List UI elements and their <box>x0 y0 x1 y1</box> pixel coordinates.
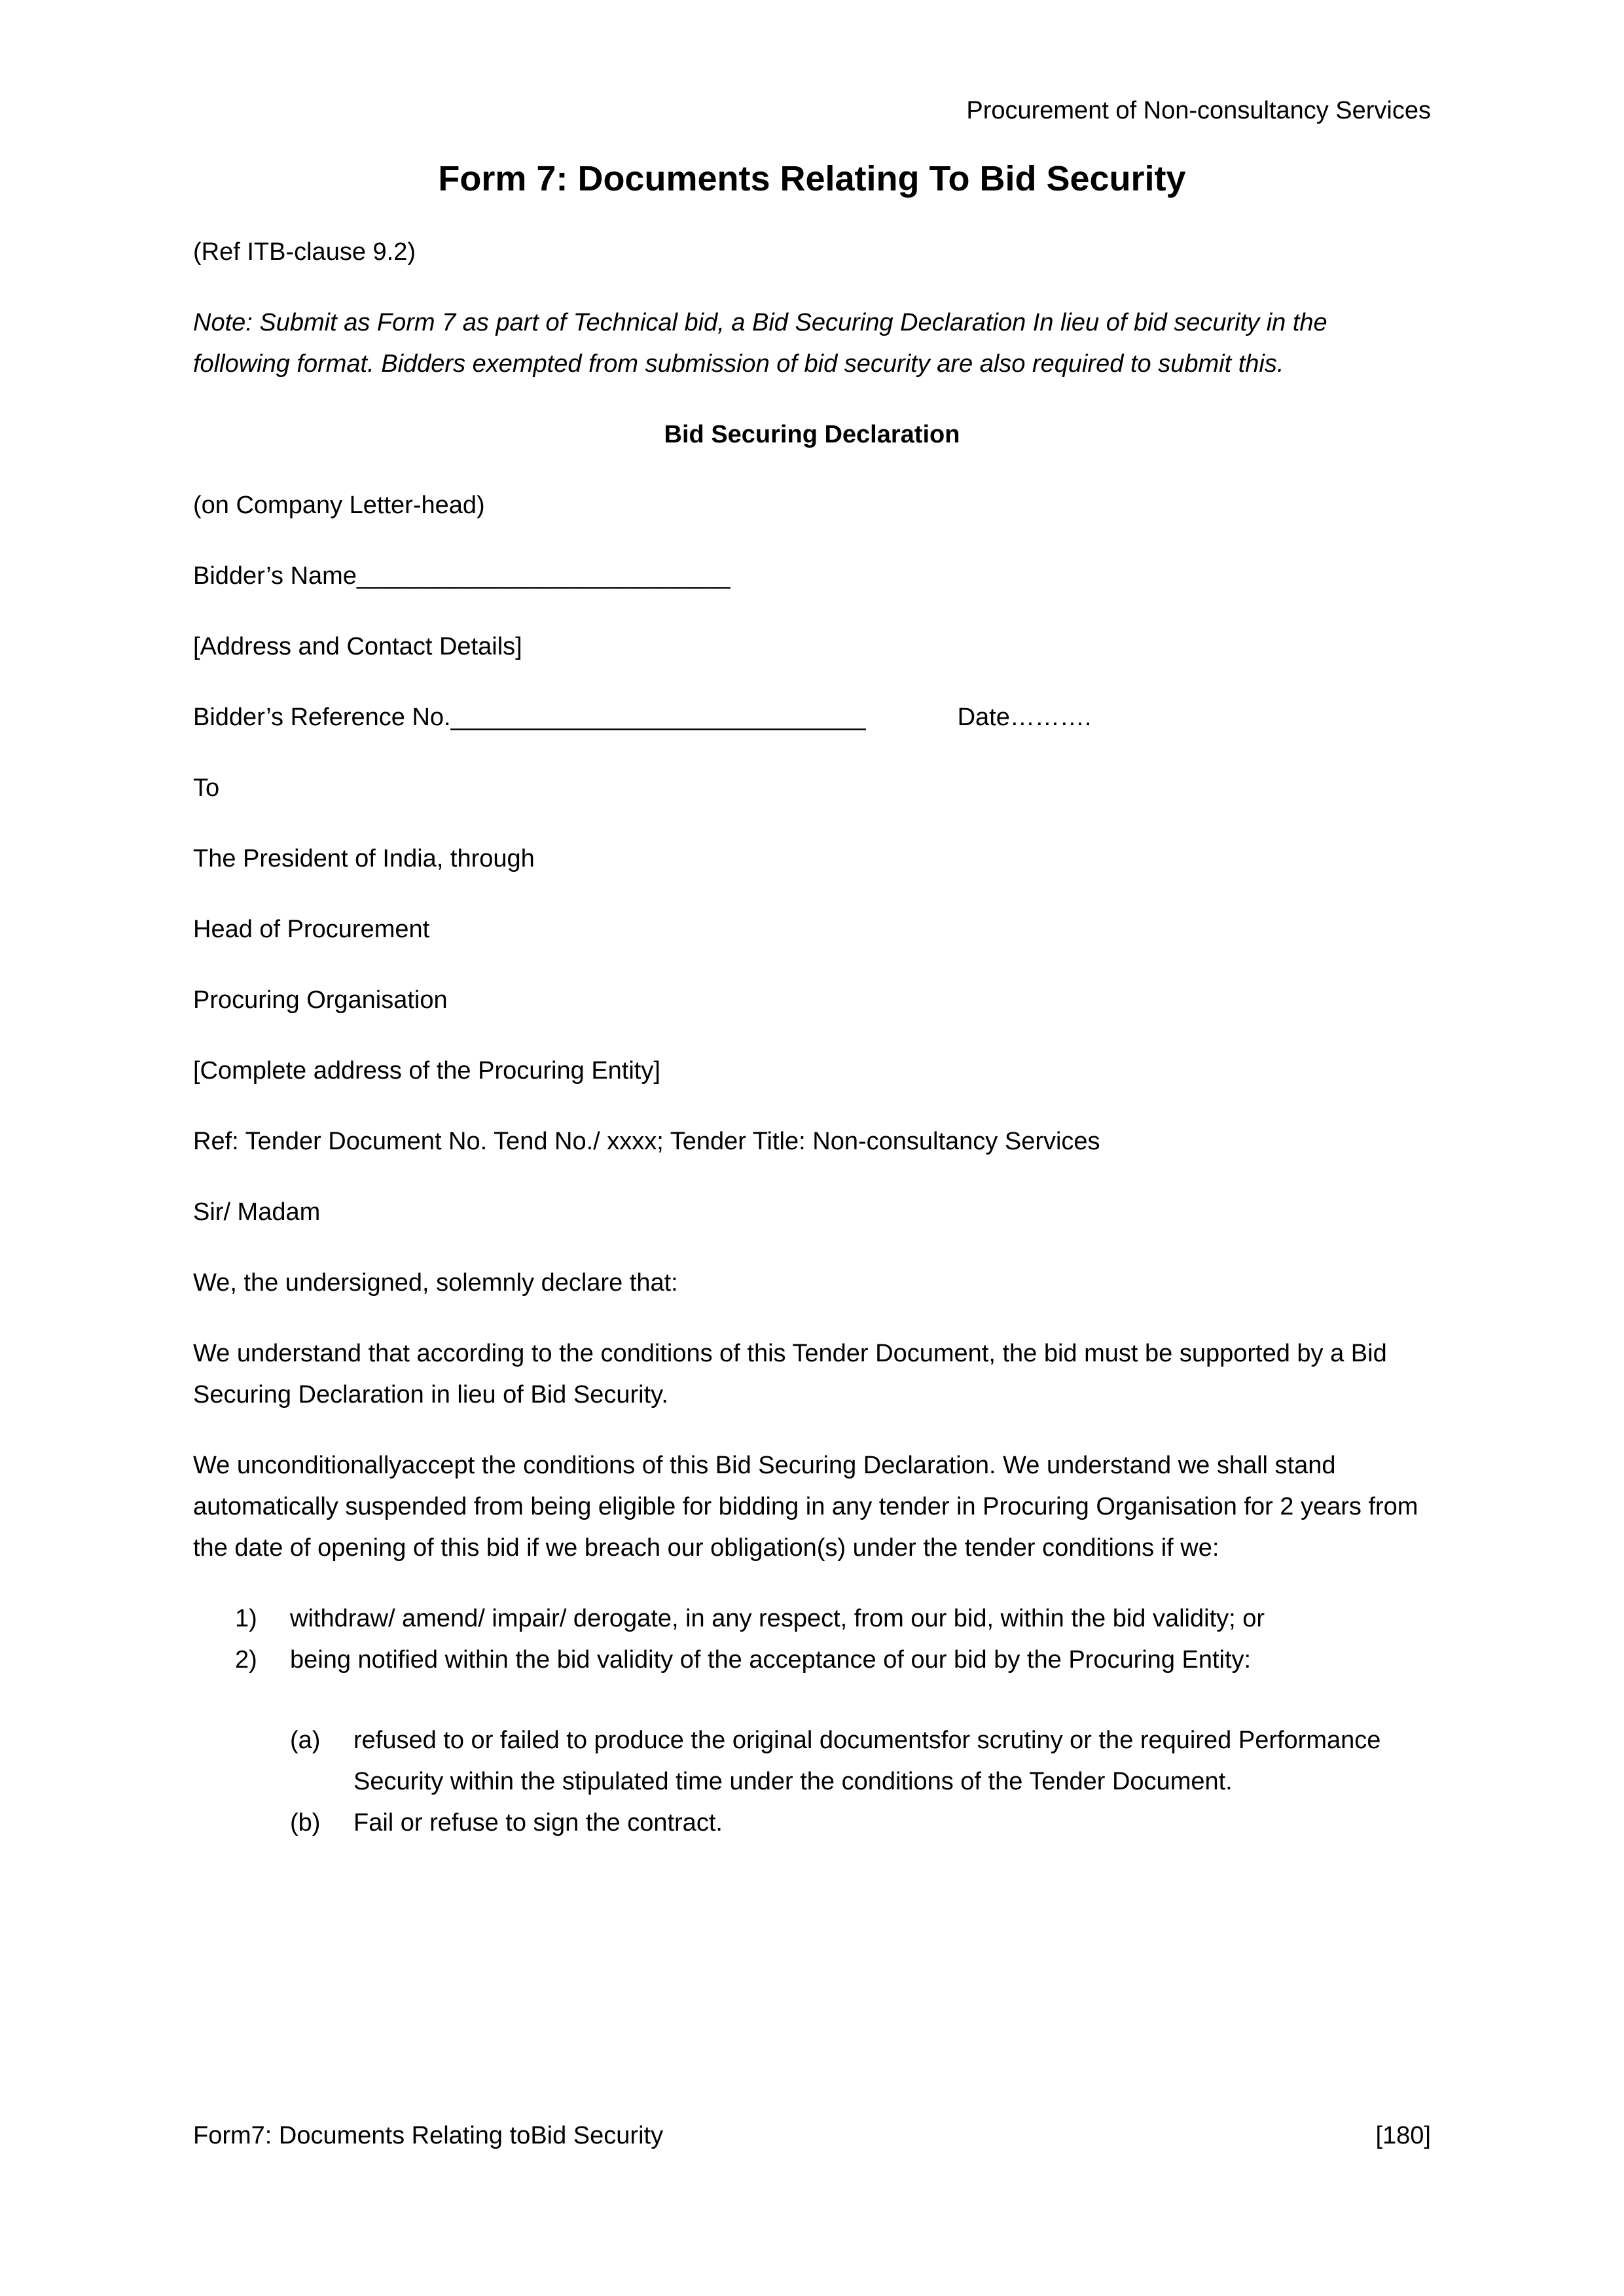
sub-item-b-text: Fail or refuse to sign the contract. <box>353 1809 723 1837</box>
reference-line <box>193 697 1431 738</box>
declaration-intro: We, the undersigned, solemnly declare that: <box>193 1269 678 1297</box>
numbered-list <box>193 1598 1431 1681</box>
sub-item-a-text: refused to or failed to produce the original documentsfor scrutiny or the required Performance Security within the stipulated time under the conditions of the Tender Document. <box>353 1727 1381 1795</box>
letterhead-note: (on Company Letter-head) <box>193 492 485 519</box>
note-paragraph: Note: Submit as Form 7 as part of Technical bid, a Bid Securing Declaration In lieu of bid security in the following format. Bidders exempted from submission of bid security are also required to submit this. <box>193 309 1327 378</box>
sub-item-b <box>193 1803 1431 1844</box>
lettered-sublist <box>193 1720 1431 1844</box>
addressee-line-3: Procuring Organisation <box>193 986 448 1014</box>
section-title: Bid Securing Declaration <box>664 421 960 448</box>
footer-left: Form7: Documents Relating toBid Security <box>193 2122 664 2149</box>
addressee-line-2: Head of Procurement <box>193 916 430 943</box>
paragraph-understand: We understand that according to the conditions of this Tender Document, the bid must be supported by a Bid Securing Declaration in lieu of Bid Security. <box>193 1340 1387 1408</box>
address-placeholder: [Address and Contact Details] <box>193 633 522 660</box>
list-item-2-text: being notified within the bid validity of the acceptance of our bid by the Procuring Entity: <box>290 1646 1252 1674</box>
page-title: Form 7: Documents Relating To Bid Security <box>438 159 1186 198</box>
sub-item-a-marker: (a) <box>290 1727 321 1754</box>
bidder-name-blank: ___________________________ <box>356 562 731 590</box>
tender-ref-line: Ref: Tender Document No. Tend No./ xxxx; Tender Title: Non-consultancy Services <box>193 1128 1100 1155</box>
bidder-name-label: Bidder’s Name <box>193 562 357 590</box>
list-item-1 <box>193 1598 1431 1640</box>
reference-blank: ______________________________ <box>450 704 866 731</box>
list-item-2-marker: 2) <box>235 1646 257 1674</box>
list-item-1-marker: 1) <box>235 1605 257 1632</box>
addressee-line-4: [Complete address of the Procuring Entity] <box>193 1057 660 1085</box>
page-header: Procurement of Non-consultancy Services <box>966 97 1431 124</box>
date-label: Date………. <box>957 704 1092 731</box>
to-label: To <box>193 774 220 802</box>
ref-clause: (Ref ITB-clause 9.2) <box>193 238 416 266</box>
footer-page-number: [180] <box>1375 2122 1431 2149</box>
reference-label: Bidder’s Reference No. <box>193 704 451 731</box>
list-item-2 <box>193 1640 1431 1681</box>
sub-item-a <box>193 1720 1431 1803</box>
bidder-name-line <box>193 556 1431 597</box>
addressee-line-1: The President of India, through <box>193 845 535 872</box>
page-footer <box>193 2121 1431 2151</box>
list-item-1-text: withdraw/ amend/ impair/ derogate, in any respect, from our bid, within the bid validity; or <box>290 1605 1265 1632</box>
salutation: Sir/ Madam <box>193 1198 321 1226</box>
paragraph-accept: We unconditionallyaccept the conditions of this Bid Securing Declaration. We understand we shall stand automatically suspended from being eligible for bidding in any tender in Procuring Organisation for 2 years from the date of opening of this bid if we breach our obligation(s) under the tender conditions if we: <box>193 1452 1418 1562</box>
sub-item-b-marker: (b) <box>290 1809 321 1837</box>
